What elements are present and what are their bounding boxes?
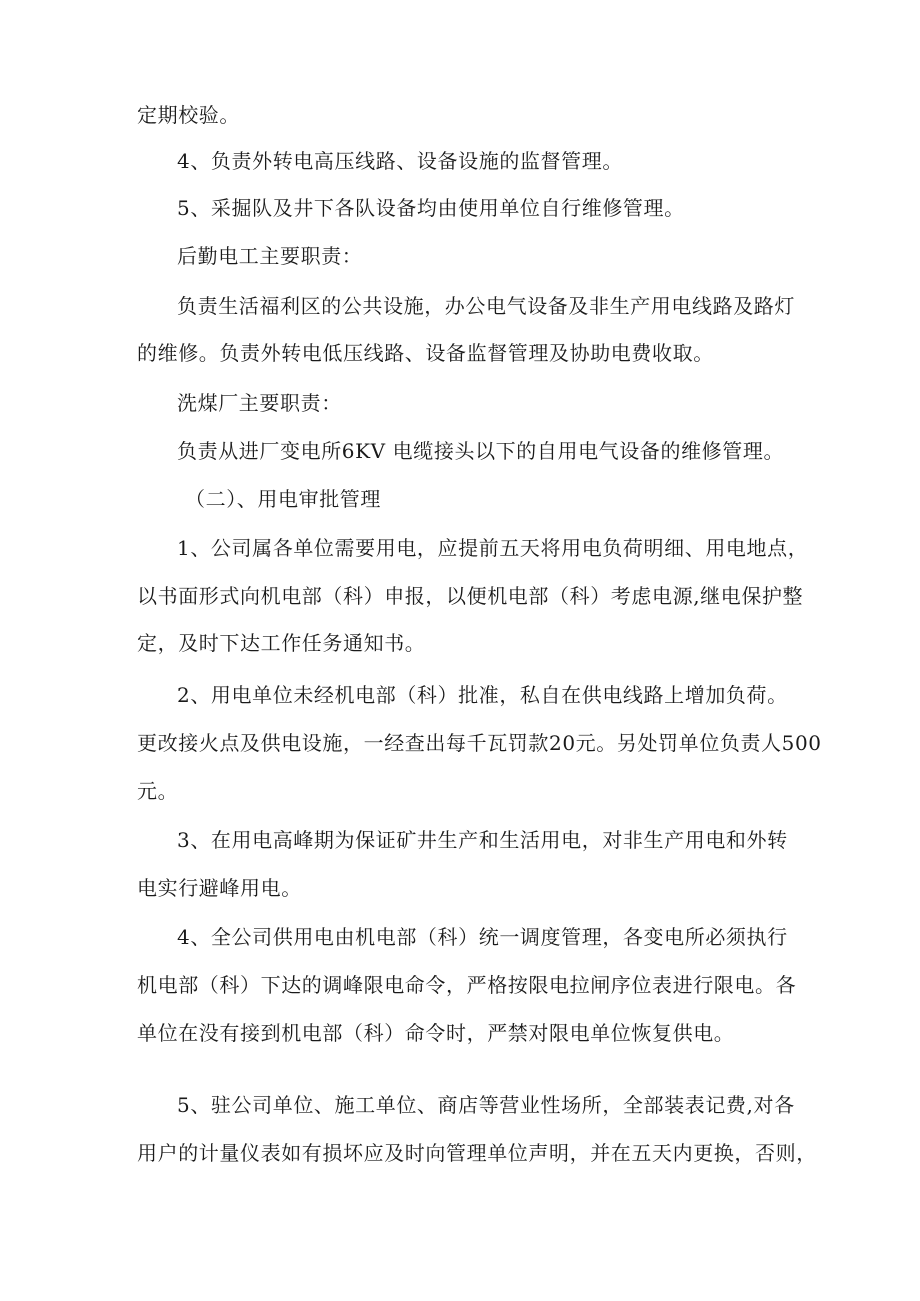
text-line: 负责生活福利区的公共设施，办公电气设备及非生产用电线路及路灯 bbox=[177, 294, 795, 318]
text-line: 负责从进厂变电所6KV 电缆接头以下的自用电气设备的维修管理。 bbox=[177, 439, 785, 463]
text-line: 2、用电单位未经机电部（科）批准，私自在供电线路上增加负荷。 bbox=[177, 683, 788, 707]
text-line: 定期校验。 bbox=[137, 103, 240, 127]
text-line: 5、驻公司单位、施工单位、商店等营业性场所，全部装表记费,对各 bbox=[177, 1093, 795, 1117]
text-line: 机电部（科）下达的调峰限电命令，严格按限电拉闸序位表进行限电。各 bbox=[137, 973, 797, 997]
text-line: 用户的计量仪表如有损坏应及时向管理单位声明，并在五天内更换，否则， bbox=[137, 1141, 817, 1165]
text-line: 4、全公司供用电由机电部（科）统一调度管理，各变电所必须执行 bbox=[177, 925, 788, 949]
text-line: 4、负责外转电高压线路、设备设施的监督管理。 bbox=[177, 149, 623, 173]
text-line: 1、公司属各单位需要用电，应提前五天将用电负荷明细、用电地点， bbox=[177, 536, 809, 560]
text-line: 定，及时下达工作任务通知书。 bbox=[137, 631, 426, 655]
text-line: 5、采掘队及井下各队设备均由使用单位自行维修管理。 bbox=[177, 196, 685, 220]
text-line: 3、在用电高峰期为保证矿井生产和生活用电，对非生产用电和外转 bbox=[177, 828, 788, 852]
text-line: 更改接火点及供电设施，一经查出每千瓦罚款20元。另处罚单位负责人500 bbox=[137, 731, 822, 755]
text-line: 单位在没有接到机电部（科）命令时，严禁对限电单位恢复供电。 bbox=[137, 1021, 735, 1045]
text-line: 电实行避峰用电。 bbox=[137, 876, 302, 900]
section-heading: 后勤电工主要职责： bbox=[177, 244, 363, 268]
section-heading: （二）、用电审批管理 bbox=[185, 487, 381, 511]
section-heading: 洗煤厂主要职责： bbox=[177, 391, 342, 415]
text-line: 的维修。负责外转电低压线路、设备监督管理及协助电费收取。 bbox=[137, 341, 714, 365]
text-line: 元。 bbox=[137, 779, 179, 803]
text-line: 以书面形式向机电部（科）申报，以便机电部（科）考虑电源,继电保护整 bbox=[137, 584, 804, 608]
